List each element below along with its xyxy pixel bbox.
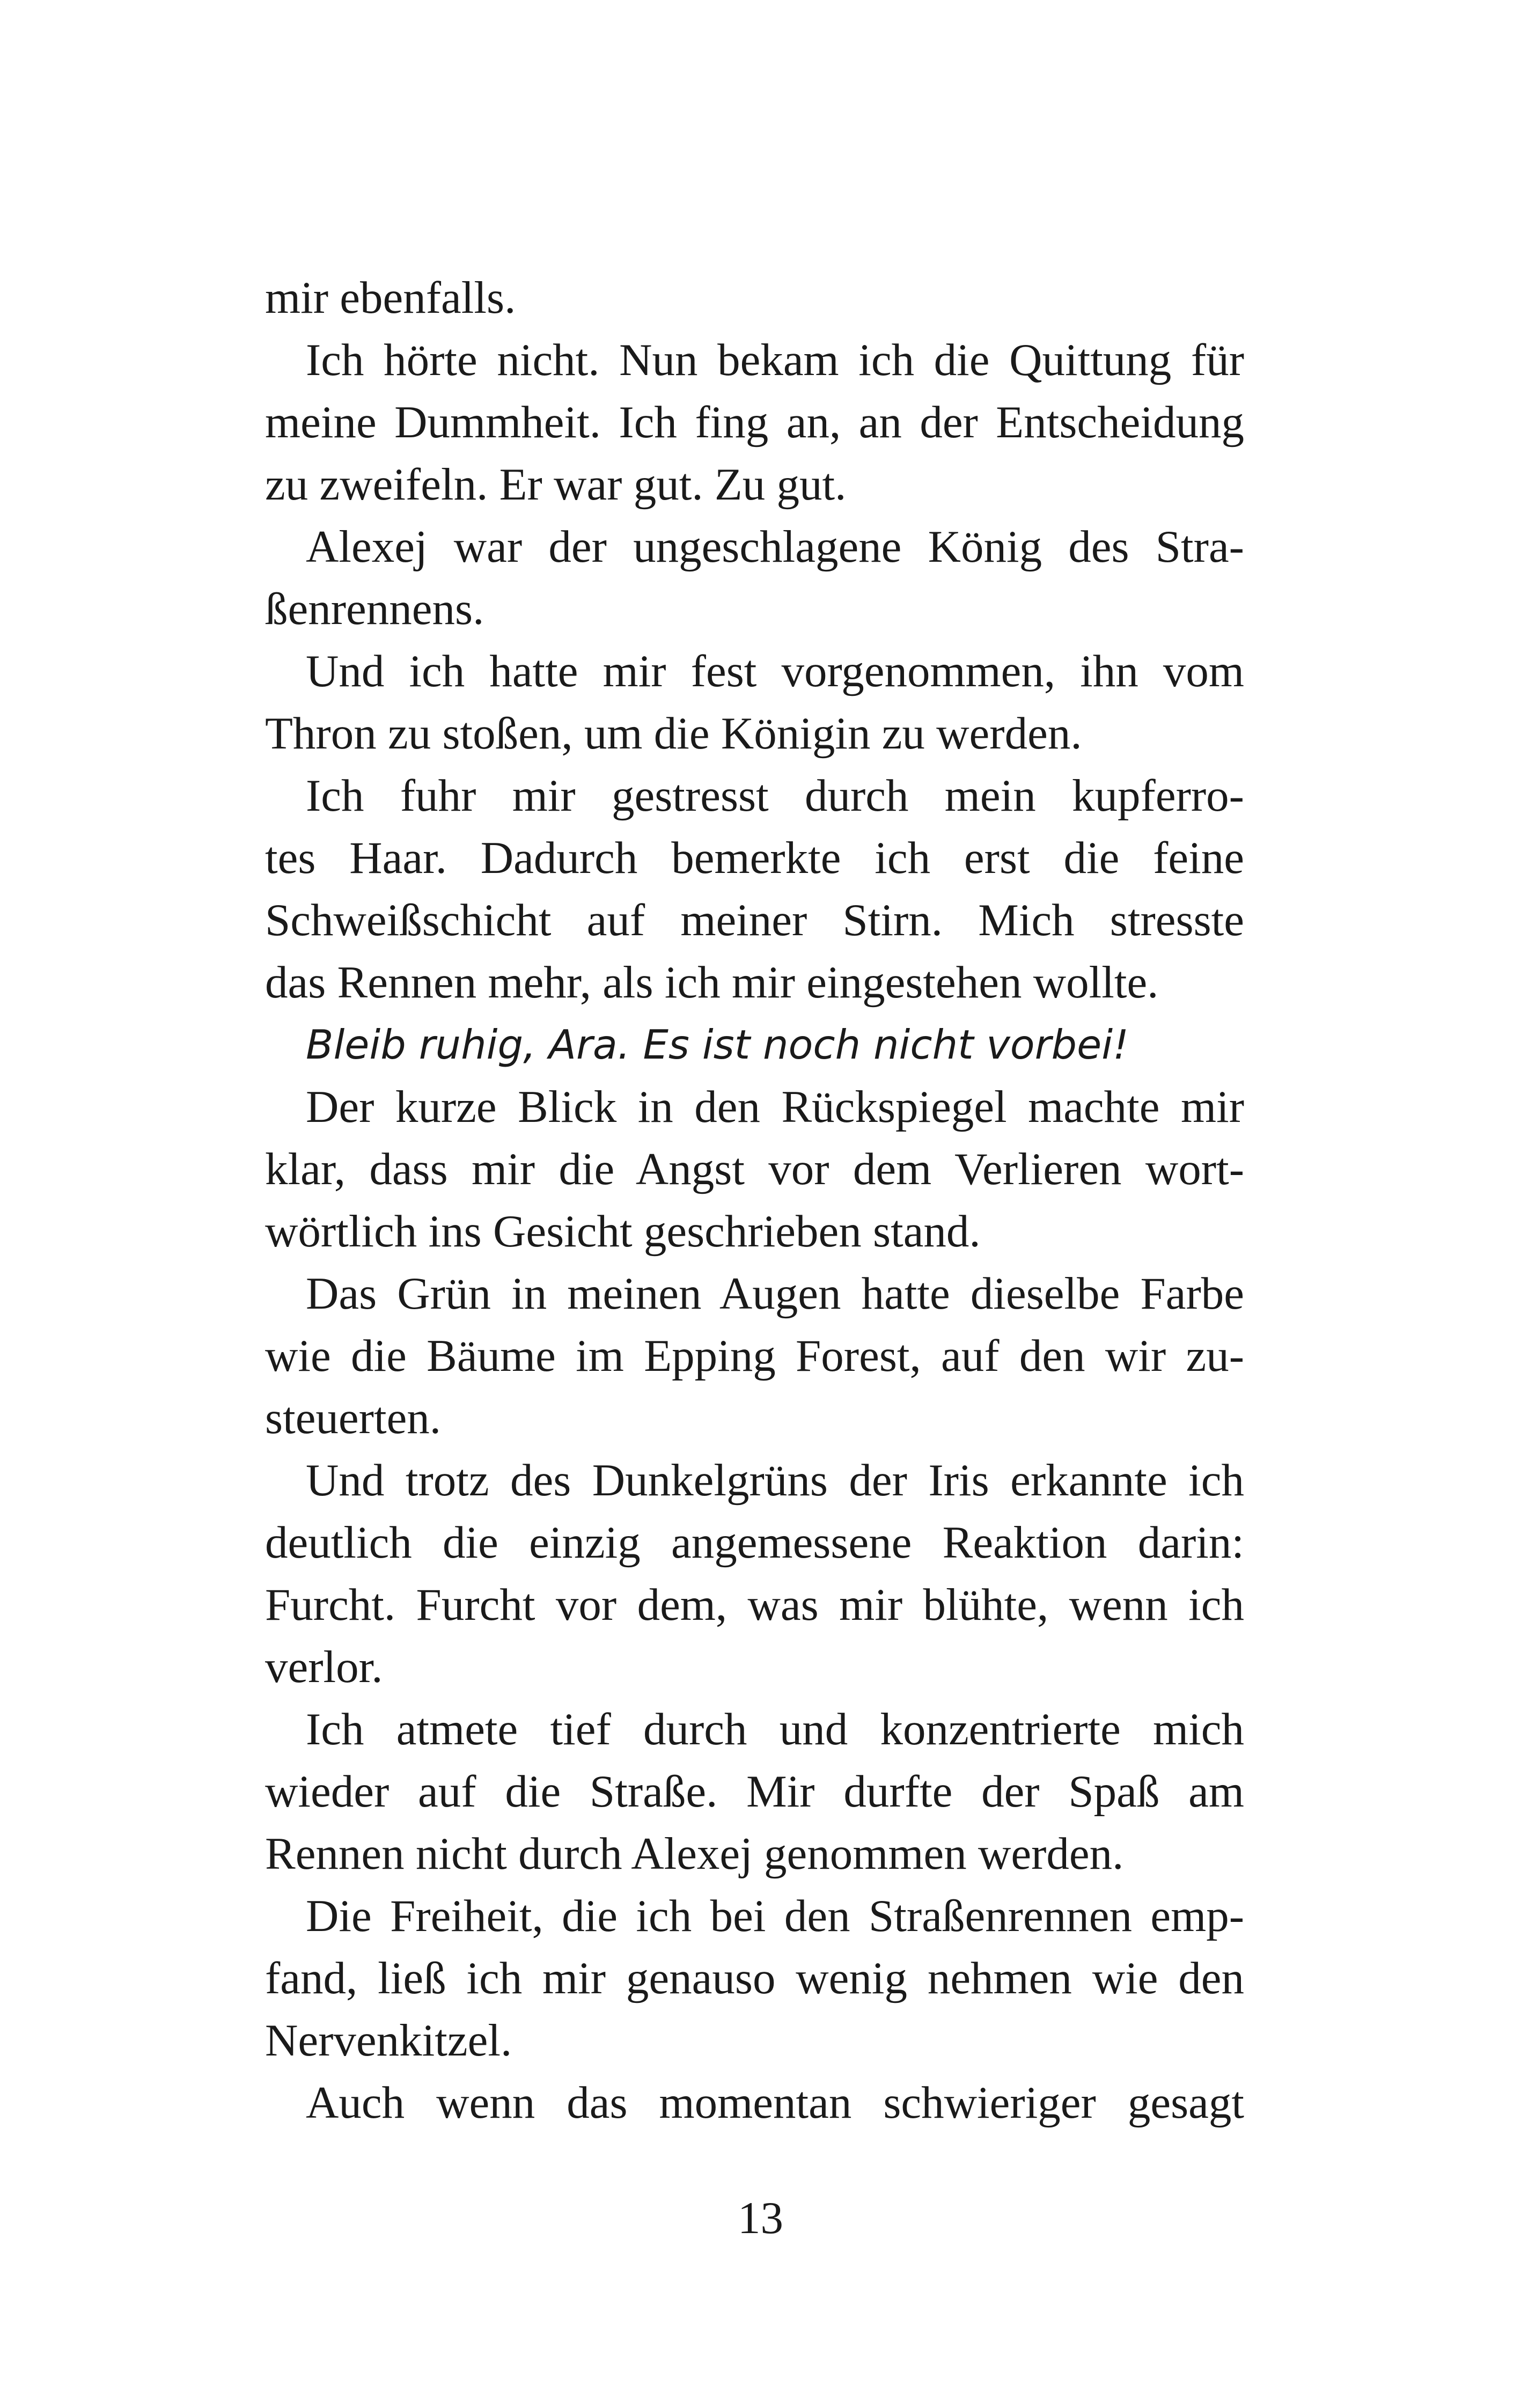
- text-line: zu zweifeln. Er war gut. Zu gut.: [265, 459, 847, 510]
- italic-text-line: Bleib ruhig, Ara. Es ist noch nicht vorbei!: [306, 1021, 1129, 1068]
- text-line: mir ebenfalls.: [265, 273, 516, 323]
- text-line: Rennen nicht durch Alexej genommen werden.: [265, 1829, 1124, 1879]
- text-line: steuerten.: [265, 1393, 442, 1443]
- text-line: Und ich hatte mir fest vorgenommen, ihn vom: [306, 646, 1244, 696]
- text-line: Und trotz des Dunkelgrüns der Iris erkannte ich: [306, 1455, 1244, 1506]
- text-line: tes Haar. Dadurch bemerkte ich erst die feine: [265, 833, 1244, 883]
- text-line: ßenrennens.: [265, 584, 484, 634]
- text-line: Ich atmete tief durch und konzentrierte mich: [306, 1704, 1244, 1754]
- text-line: wieder auf die Straße. Mir durfte der Spaß am: [265, 1766, 1244, 1817]
- text-line: Ich fuhr mir gestresst durch mein kupferro-: [306, 770, 1244, 821]
- text-line: Furcht. Furcht vor dem, was mir blühte, wenn ich: [265, 1580, 1244, 1630]
- text-line: Die Freiheit, die ich bei den Straßenrennen emp-: [306, 1891, 1244, 1941]
- text-line: meine Dummheit. Ich fing an, an der Entscheidung: [265, 397, 1244, 447]
- text-line: Auch wenn das momentan schwieriger gesagt: [306, 2077, 1244, 2128]
- text-line: klar, dass mir die Angst vor dem Verlieren wort-: [265, 1144, 1244, 1194]
- text-line: wie die Bäume im Epping Forest, auf den wir zu-: [265, 1331, 1244, 1381]
- text-line: Der kurze Blick in den Rückspiegel machte mir: [306, 1082, 1244, 1132]
- text-line: Das Grün in meinen Augen hatte dieselbe Farbe: [306, 1268, 1244, 1319]
- text-line: verlor.: [265, 1642, 383, 1692]
- page-number: 13: [738, 2193, 783, 2243]
- text-line: Schweißschicht auf meiner Stirn. Mich stresste: [265, 895, 1244, 945]
- text-line: Nervenkitzel.: [265, 2015, 512, 2066]
- text-line: Thron zu stoßen, um die Königin zu werden.: [265, 708, 1082, 759]
- text-line: Ich hörte nicht. Nun bekam ich die Quittung für: [306, 335, 1244, 385]
- text-line: wörtlich ins Gesicht geschrieben stand.: [265, 1206, 981, 1257]
- body-text: [265, 267, 1244, 2134]
- text-line: das Rennen mehr, als ich mir eingestehen wollte.: [265, 957, 1159, 1008]
- text-line: fand, ließ ich mir genauso wenig nehmen wie den: [265, 1953, 1244, 2003]
- text-line: Alexej war der ungeschlagene König des Stra-: [306, 522, 1244, 572]
- text-line: deutlich die einzig angemessene Reaktion darin:: [265, 1517, 1244, 1568]
